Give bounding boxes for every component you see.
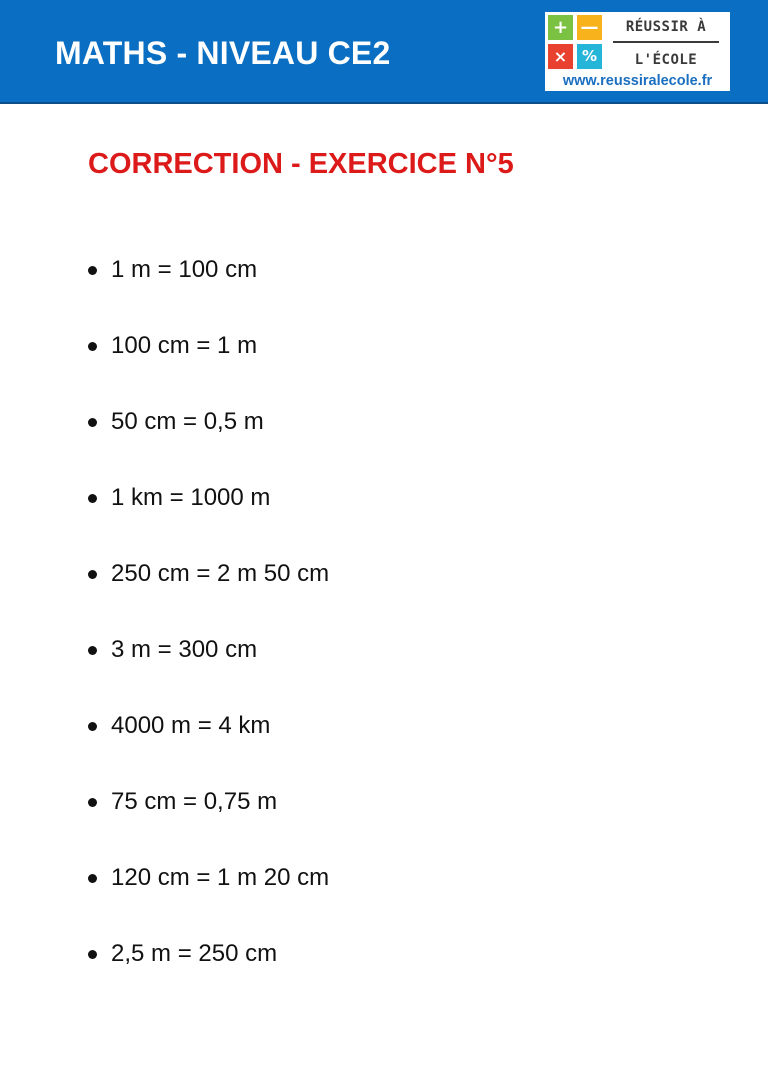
answer-text: 1 m = 100 cm xyxy=(111,256,258,283)
list-item xyxy=(0,784,600,860)
list-item xyxy=(0,328,600,404)
list-item xyxy=(0,404,600,480)
answer-list xyxy=(0,252,600,1012)
answer-text: 75 cm = 0,75 m xyxy=(111,788,278,815)
answer-text: 250 cm = 2 m 50 cm xyxy=(111,560,330,587)
answer-text: 3 m = 300 cm xyxy=(111,636,258,663)
bullet-icon xyxy=(88,874,97,883)
answer-text: 120 cm = 1 m 20 cm xyxy=(111,864,330,891)
bullet-icon xyxy=(88,494,97,503)
plus-icon: + xyxy=(548,15,573,40)
page-header xyxy=(0,0,768,104)
bullet-icon xyxy=(88,950,97,959)
logo-divider xyxy=(613,41,719,43)
section-title: CORRECTION - EXERCICE N°5 xyxy=(88,148,514,180)
logo-text-line1: RÉUSSIR À xyxy=(625,19,707,35)
bullet-icon xyxy=(88,266,97,275)
bullet-icon xyxy=(88,646,97,655)
list-item xyxy=(0,480,600,556)
bullet-icon xyxy=(88,342,97,351)
times-icon: × xyxy=(548,44,573,69)
bullet-icon xyxy=(88,722,97,731)
bullet-icon xyxy=(88,418,97,427)
list-item xyxy=(0,860,600,936)
list-item xyxy=(0,708,600,784)
list-item xyxy=(0,632,600,708)
site-logo[interactable] xyxy=(545,12,730,91)
list-item xyxy=(0,556,600,632)
answer-text: 1 km = 1000 m xyxy=(111,484,271,511)
answer-text: 50 cm = 0,5 m xyxy=(111,408,264,435)
list-item xyxy=(0,252,600,328)
answer-text: 100 cm = 1 m xyxy=(111,332,258,359)
bullet-icon xyxy=(88,798,97,807)
header-title: MATHS - NIVEAU CE2 xyxy=(55,35,391,71)
logo-text-line2: L'ÉCOLE xyxy=(634,52,698,68)
answer-text: 2,5 m = 250 cm xyxy=(111,940,278,967)
list-item xyxy=(0,936,600,1012)
bullet-icon xyxy=(88,570,97,579)
percent-icon: % xyxy=(577,44,602,69)
answer-text: 4000 m = 4 km xyxy=(111,712,271,739)
logo-url[interactable]: www.reussiralecole.fr xyxy=(562,73,713,89)
minus-icon: — xyxy=(577,15,602,40)
